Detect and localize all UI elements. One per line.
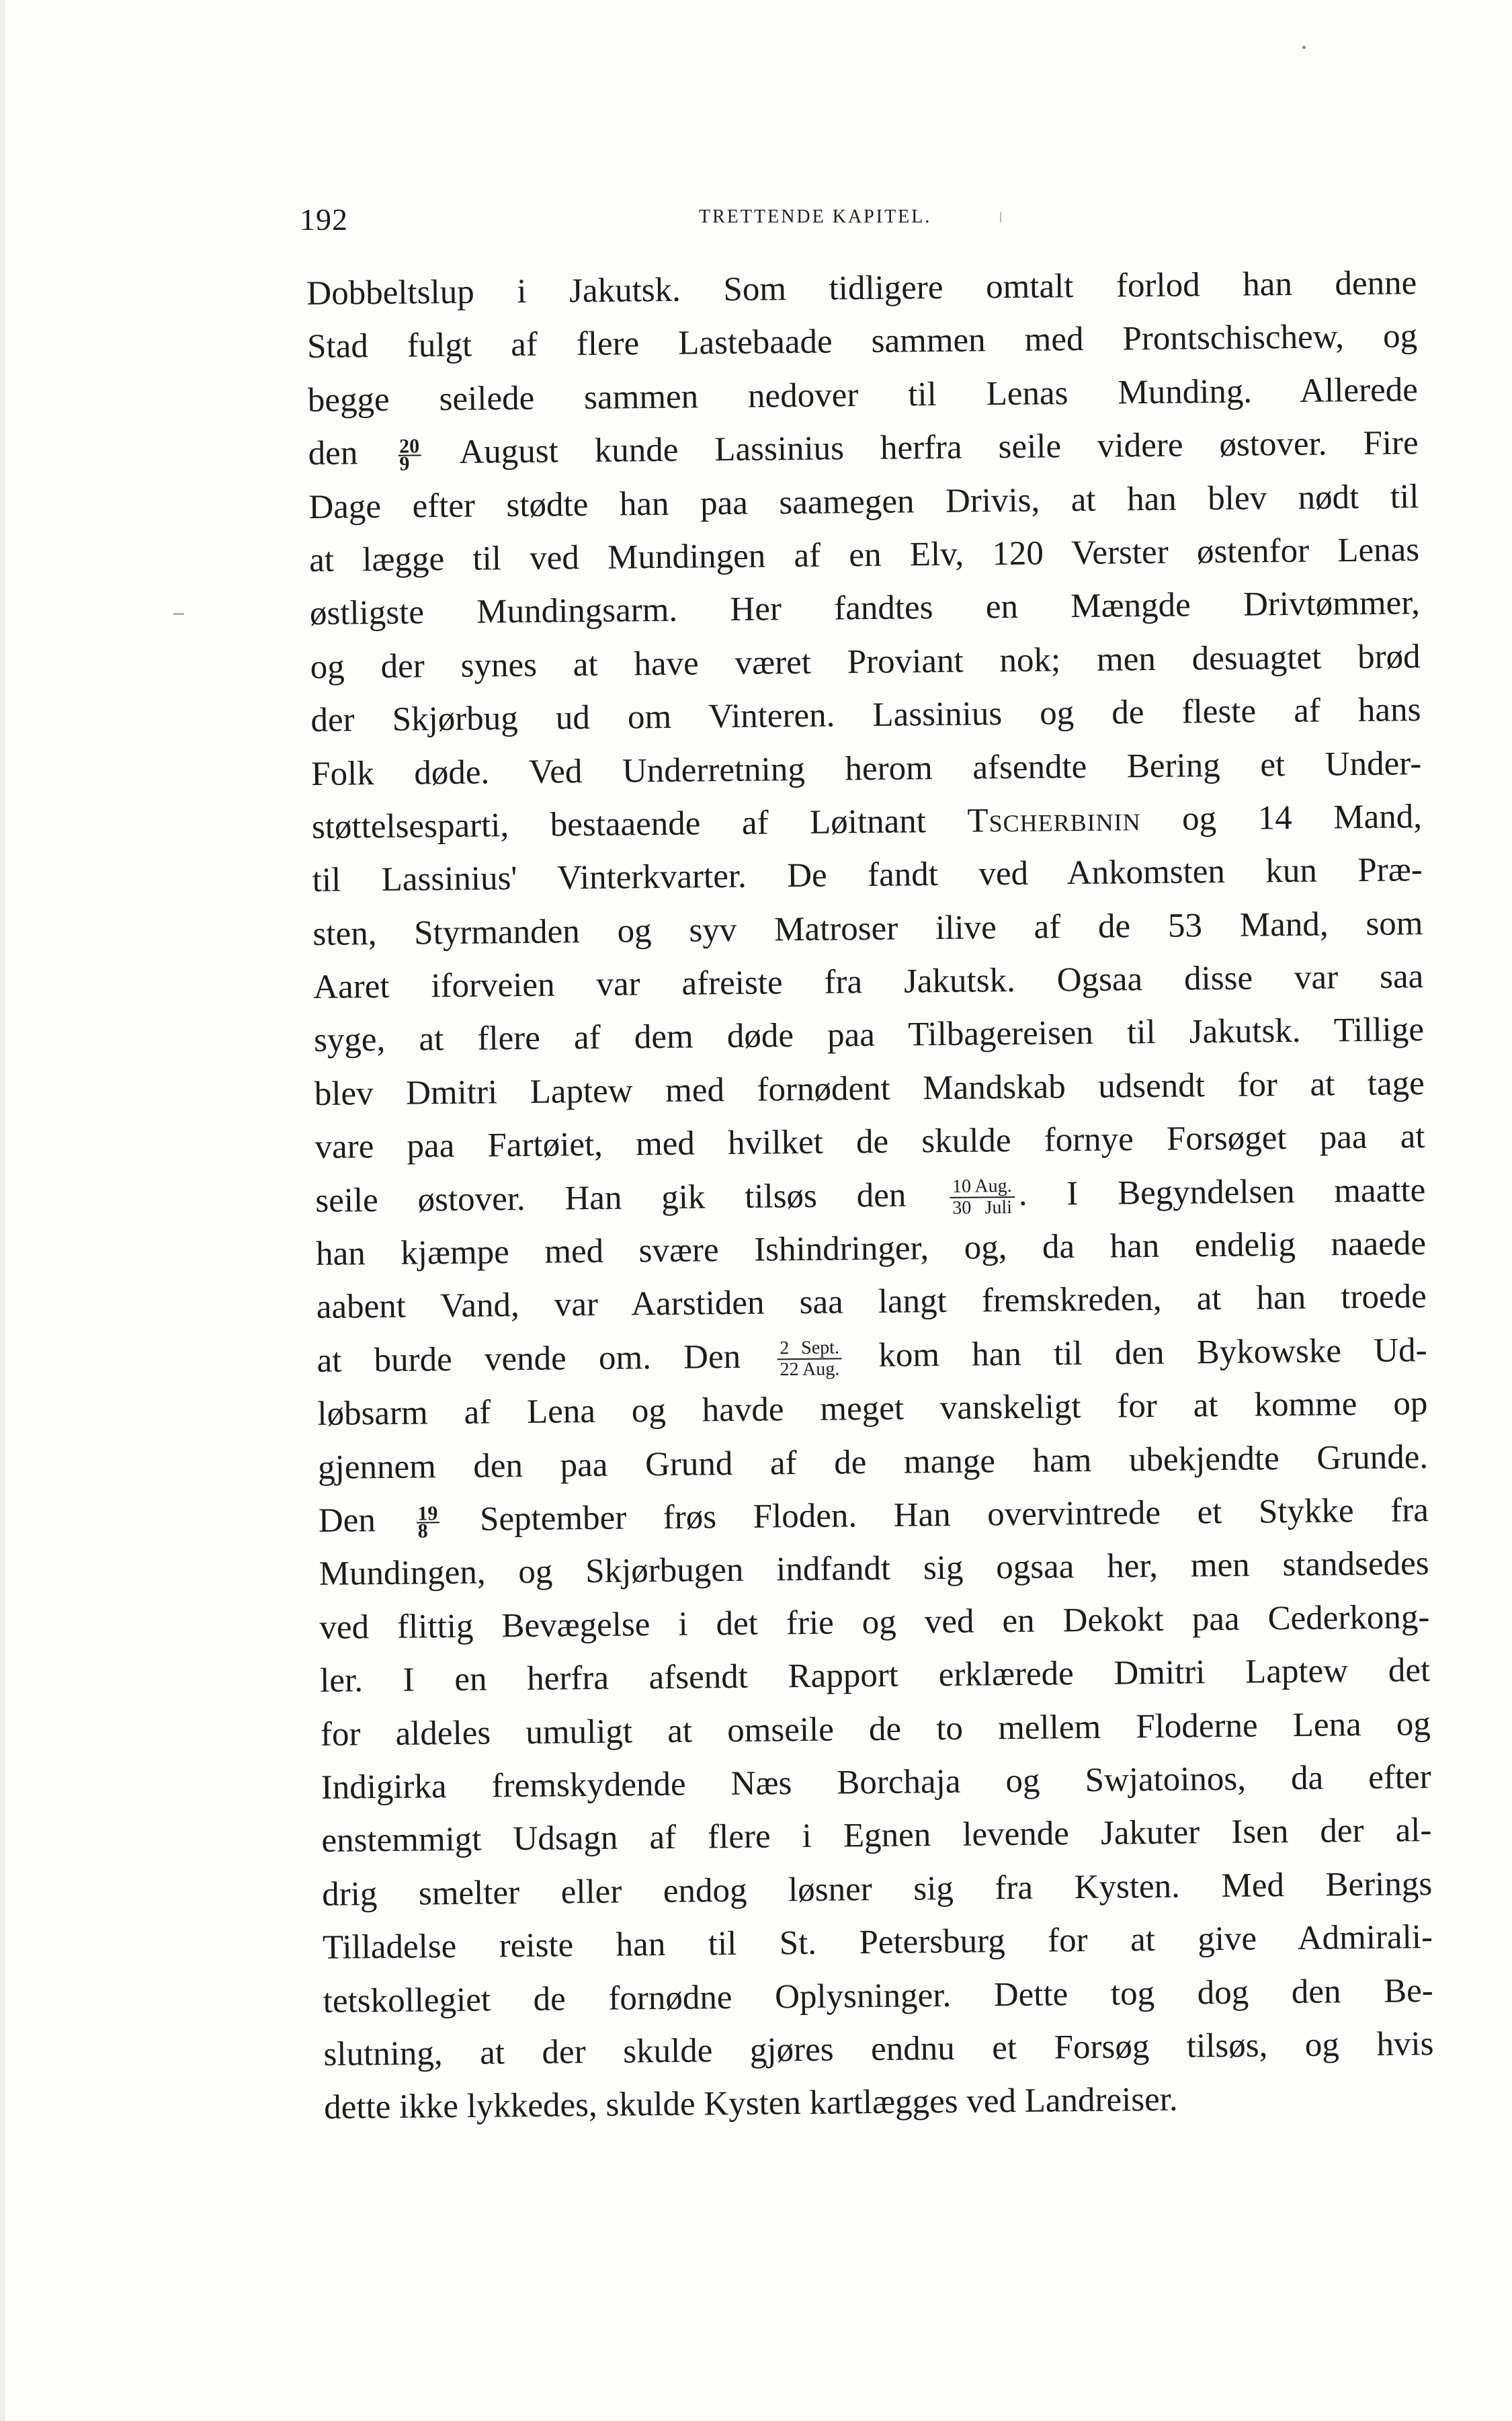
text-line: Dobbeltslup i Jakutsk. Som tidligere omtalt forlod han denne xyxy=(306,264,1417,313)
line-segment: Den xyxy=(318,1502,376,1540)
text-line: østligste Mundingsarm. Her fandtes en Mængde Drivtømmer, xyxy=(309,584,1421,633)
text-line: Mundingen, og Skjørbugen indfandt sig ogsaa her, men standsedes xyxy=(319,1545,1429,1594)
text-line: løbsarm af Lena og havde meget vanskeligt for at komme op xyxy=(317,1385,1428,1434)
line-segment: og 14 Mand, xyxy=(1181,798,1423,838)
text-line: vare paa Fartøiet, med hvilket de skulde fornye Forsøget paa at xyxy=(314,1118,1425,1167)
fraction-numerator: 2 Sept. xyxy=(777,1338,842,1360)
line-segment: September frøs Floden. Han overvintrede et Stykke fra xyxy=(479,1491,1429,1538)
text-line: Stad fulgt af flere Lastebaade sammen med Prontschischew, og xyxy=(306,317,1418,366)
fraction-denominator: 22 Aug. xyxy=(780,1358,840,1381)
fraction-numerator: 19 xyxy=(417,1502,438,1525)
line-segment: seile østover. Han gik tilsøs den xyxy=(315,1176,907,1220)
text-line xyxy=(308,417,1419,481)
text-line: slutning, at der skulde gjøres endnu et Forsøg tilsøs, og hvis xyxy=(323,2024,1434,2074)
line-segment: den xyxy=(308,434,358,473)
date-fraction xyxy=(777,1338,842,1381)
running-head: TRETTENDE KAPITEL. xyxy=(699,206,932,227)
fraction-denominator: 8 xyxy=(417,1520,428,1543)
date-fraction xyxy=(416,1502,439,1543)
line-segment: August kunde Lassinius herfra seile videre østover. Fire xyxy=(459,424,1419,472)
text-line: tetskollegiet de fornødne Oplysninger. Dette tog dog den Be- xyxy=(323,1971,1433,2020)
text-line: ler. I en herfra afsendt Rapport erklærede Dmitri Laptew det xyxy=(319,1651,1431,1700)
body-text xyxy=(306,257,1435,2135)
fraction-numerator: 10 Aug. xyxy=(950,1176,1015,1198)
text-line: ved flittig Bevægelse i det frie og ved en Dekokt paa Cederkong- xyxy=(319,1598,1430,1647)
page-number: 192 xyxy=(300,202,348,237)
text-line: han kjæmpe med svære Ishindringer, og, da han endelig naaede xyxy=(315,1225,1427,1273)
line-segment: . I Begyndelsen maatte xyxy=(1018,1171,1426,1213)
fraction-numerator: 20 xyxy=(399,435,420,458)
small-caps-name: Tscherbinin xyxy=(967,801,1141,840)
text-line: gjennem den paa Grund af de mange ham ubekjendte Grunde. xyxy=(317,1438,1429,1487)
text-line: sten, Styrmanden og syv Matroser ilive af de 53 Mand, som xyxy=(312,904,1423,953)
text-line: og der synes at have været Proviant nok; men desuagtet brød xyxy=(310,637,1421,686)
line-segment: kom han til den Bykowske Ud- xyxy=(878,1331,1427,1374)
text-line: Tilladelse reiste han til St. Petersburg for at give Admirali- xyxy=(322,1918,1433,1967)
paper-speck xyxy=(173,613,184,615)
paper-speck xyxy=(1000,212,1001,222)
text-line: dette ikke lykkedes, skulde Kysten kartlægges ved Landreiser. xyxy=(324,2080,1178,2127)
text-line: drig smelter eller endog løsner sig fra Kysten. Med Berings xyxy=(321,1864,1433,1914)
line-segment: at burde vende om. Den xyxy=(317,1338,741,1380)
text-line: til Lassinius' Vinterkvarter. De fandt ved Ankomsten kun Præ- xyxy=(312,851,1423,900)
text-line: for aldeles umuligt at omseile de to mellem Floderne Lena og xyxy=(320,1705,1431,1754)
line-segment: støttelsesparti, bestaaende af Løitnant xyxy=(311,803,927,846)
text-line: enstemmigt Udsagn af flere i Egnen levende Jakuter Isen der al- xyxy=(321,1811,1432,1860)
text-line: Dage efter stødte han paa saamegen Drivis, at han blev nødt til xyxy=(308,477,1419,526)
text-line: begge seilede sammen nedover til Lenas Munding. Allerede xyxy=(307,370,1419,419)
text-line: aabent Vand, var Aarstiden saa langt fremskreden, at han troede xyxy=(316,1278,1427,1327)
text-line: der Skjørbug ud om Vinteren. Lassinius og de fleste af hans xyxy=(310,691,1421,740)
text-line: Indigirka fremskydende Næs Borchaja og Swjatoinos, da efter xyxy=(321,1758,1431,1807)
text-line: syge, at flere af dem døde paa Tilbagereisen til Jakutsk. Tillige xyxy=(313,1011,1425,1060)
fraction-denominator: 9 xyxy=(399,453,410,476)
date-fraction xyxy=(398,435,421,476)
page-edge-shadow xyxy=(0,0,5,2421)
text-line: blev Dmitri Laptew med fornødent Mandskab udsendt for at tage xyxy=(314,1064,1425,1113)
text-line: Aaret iforveien var afreiste fra Jakutsk. Ogsaa disse var saa xyxy=(313,958,1424,1007)
fraction-denominator: 30 Juli xyxy=(952,1196,1013,1219)
text-line: at lægge til ved Mundingen af en Elv, 120 Verster østenfor Lenas xyxy=(308,531,1420,579)
paper-speck xyxy=(1302,46,1306,49)
date-fraction xyxy=(950,1176,1015,1219)
text-line: Folk døde. Ved Underretning herom afsendte Bering et Under- xyxy=(310,744,1422,793)
